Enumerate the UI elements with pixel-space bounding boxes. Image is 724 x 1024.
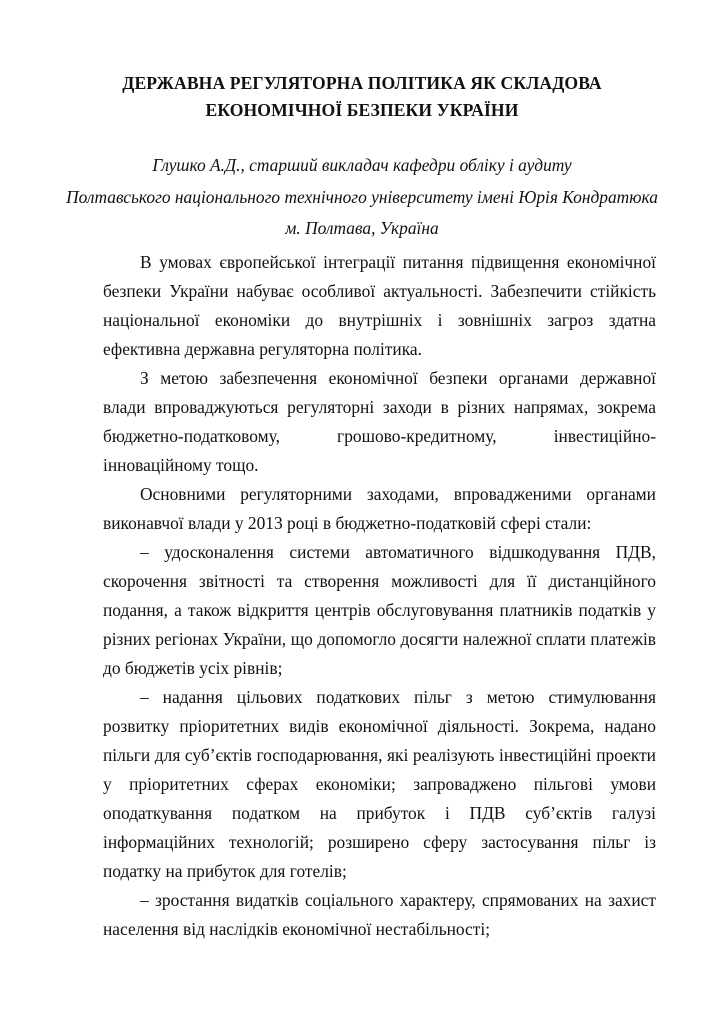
body-text — [103, 248, 656, 944]
paragraph: В умовах європейської інтеграції питання підвищення економічної безпеки України набуває особливої актуальності. Забезпечити стійкість національної економіки до внутрішніх і зовнішніх загроз здатна ефективна державна регуляторна політика. — [103, 252, 656, 359]
title-line-1: ДЕРЖАВНА РЕГУЛЯТОРНА ПОЛІТИКА ЯК СКЛАДОВА — [122, 73, 602, 93]
author-affiliation: Полтавського національного технічного університету імені Юрія Кондратюка — [66, 186, 658, 207]
paragraph: Основними регуляторними заходами, впровадженими органами виконавчої влади у 2013 році в бюджетно-податковій сфері стали: — [103, 484, 656, 533]
list-item: – зростання видатків соціального характеру, спрямованих на захист населення від наслідків економічної нестабільності; — [103, 890, 656, 939]
title-line-2: ЕКОНОМІЧНОЇ БЕЗПЕКИ УКРАЇНИ — [205, 100, 519, 120]
author-name-position: Глушко А.Д., старший викладач кафедри обліку і аудиту — [152, 155, 572, 175]
paragraph: З метою забезпечення економічної безпеки органами державної влади впроваджуються регуляторні заходи в різних напрямах, зокрема бюджетно-податковому, грошово-кредитному, інвестиційно-інноваційному тощо. — [103, 368, 656, 475]
paper-title — [60, 70, 664, 124]
list-item: – надання цільових податкових пільг з метою стимулювання розвитку пріоритетних видів економічної діяльності. Зокрема, надано пільги для суб’єктів господарювання, які реалізують інвестиційні проекти у пріоритетних сферах економіки; запроваджено пільгові умови оподаткування податком на прибуток і ПДВ суб’єктів галузі інформаційних технологій; розширено сферу застосування пільг із податку на прибуток для готелів; — [103, 687, 656, 881]
author-block — [40, 150, 684, 245]
author-location: м. Полтава, Україна — [285, 218, 439, 238]
list-item: – удосконалення системи автоматичного відшкодування ПДВ, скорочення звітності та створення можливості для її дистанційного подання, а також відкриття центрів обслуговування платників податків у різних регіонах України, що допомогло досягти належної сплати платежів до бюджетів усіх рівнів; — [103, 542, 656, 678]
